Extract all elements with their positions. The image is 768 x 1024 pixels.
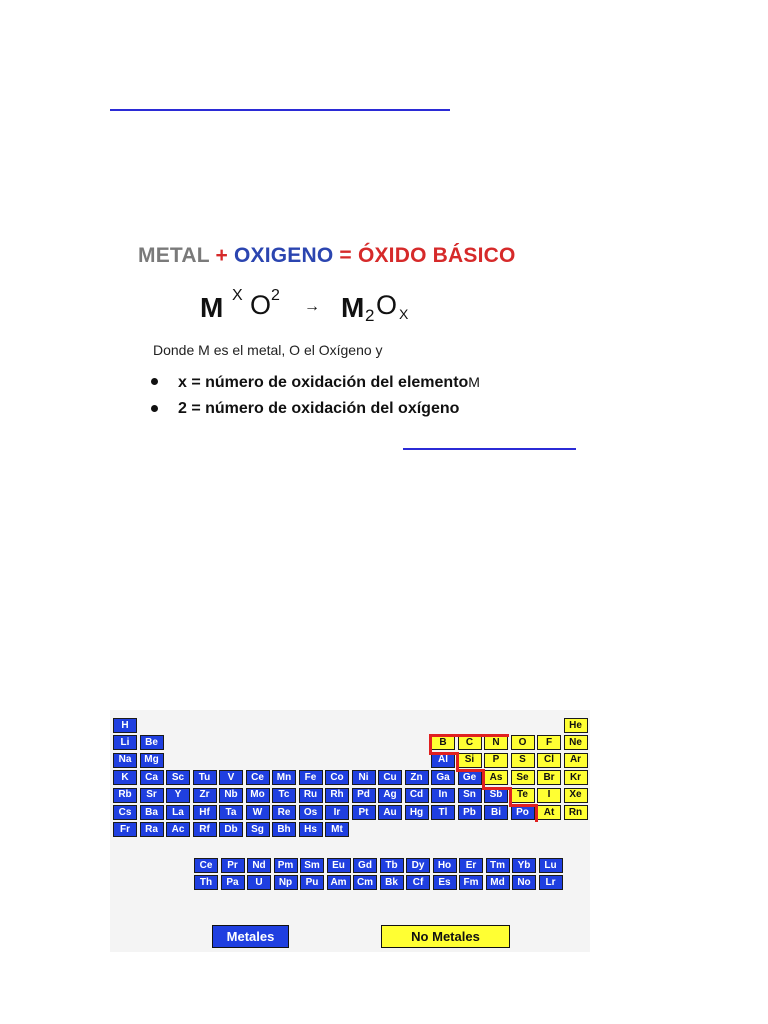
element-cell: Mo — [246, 788, 270, 803]
formula-o2: O — [376, 290, 398, 320]
element-cell: Mg — [140, 753, 164, 768]
element-cell: B — [431, 735, 455, 750]
element-cell: Al — [431, 753, 455, 768]
element-cell: Zr — [193, 788, 217, 803]
element-cell: Ar — [564, 753, 588, 768]
element-cell: At — [537, 805, 561, 820]
element-cell: Co — [325, 770, 349, 785]
element-cell: Er — [459, 858, 483, 873]
metal-nonmetal-divider — [482, 787, 510, 790]
legend-nonmetals: No Metales — [381, 925, 510, 948]
element-cell: F — [537, 735, 561, 750]
element-cell: V — [219, 770, 243, 785]
formula-2-superscript: 2 — [271, 287, 280, 304]
element-cell: Ra — [140, 822, 164, 837]
element-cell: Na — [113, 753, 137, 768]
metal-nonmetal-divider — [429, 752, 457, 755]
element-cell: Rf — [193, 822, 217, 837]
element-cell: H — [113, 718, 137, 733]
element-cell: Sr — [140, 788, 164, 803]
element-cell: Be — [140, 735, 164, 750]
element-cell: Nb — [219, 788, 243, 803]
element-cell: Kr — [564, 770, 588, 785]
element-cell: Tm — [486, 858, 510, 873]
chemical-formula — [200, 284, 500, 328]
element-cell: Mt — [325, 822, 349, 837]
definition-text: x = número de oxidación del elemento — [178, 374, 469, 391]
element-cell: Lr — [539, 875, 563, 890]
element-cell: Rh — [325, 788, 349, 803]
oxide-heading — [138, 244, 516, 268]
list-item — [150, 399, 480, 426]
element-cell: In — [431, 788, 455, 803]
element-cell: P — [484, 753, 508, 768]
metal-nonmetal-divider — [509, 804, 537, 807]
element-cell: Pm — [274, 858, 298, 873]
element-cell: Hs — [299, 822, 323, 837]
definition-list — [150, 372, 480, 426]
element-cell: Ru — [299, 788, 323, 803]
element-cell: Bi — [484, 805, 508, 820]
element-cell: Cm — [353, 875, 377, 890]
element-cell: Ac — [166, 822, 190, 837]
element-cell: Sg — [246, 822, 270, 837]
element-cell: Pd — [352, 788, 376, 803]
element-cell: Ge — [458, 770, 482, 785]
element-cell: I — [537, 788, 561, 803]
element-cell: Fe — [299, 770, 323, 785]
element-cell: Eu — [327, 858, 351, 873]
element-cell: Pa — [221, 875, 245, 890]
element-cell: Rn — [564, 805, 588, 820]
element-cell: Sb — [484, 788, 508, 803]
element-cell: Th — [194, 875, 218, 890]
element-cell: Ni — [352, 770, 376, 785]
element-cell: Nd — [247, 858, 271, 873]
element-cell: Pt — [352, 805, 376, 820]
element-cell: Ce — [194, 858, 218, 873]
element-cell: Cf — [406, 875, 430, 890]
element-cell: S — [511, 753, 535, 768]
heading-metal: METAL — [138, 244, 210, 267]
element-cell: K — [113, 770, 137, 785]
element-cell: Po — [511, 805, 535, 820]
element-cell: C — [458, 735, 482, 750]
element-cell: Ir — [325, 805, 349, 820]
element-cell: Es — [433, 875, 457, 890]
formula-o1: O — [250, 290, 272, 320]
element-cell: W — [246, 805, 270, 820]
formula-m1: M — [200, 292, 224, 323]
element-cell: Cs — [113, 805, 137, 820]
element-cell: Md — [486, 875, 510, 890]
element-cell: Lu — [539, 858, 563, 873]
formula-description: Donde M es el metal, O el Oxígeno y — [153, 342, 383, 358]
heading-oxigeno: OXIGENO — [233, 244, 334, 267]
element-cell: Ga — [431, 770, 455, 785]
bullet-icon — [151, 405, 158, 412]
link-underline-middle[interactable] — [403, 448, 576, 450]
element-cell: Bk — [380, 875, 404, 890]
element-cell: Br — [537, 770, 561, 785]
element-cell: La — [166, 805, 190, 820]
link-underline-top[interactable] — [110, 109, 450, 111]
element-cell: Yb — [512, 858, 536, 873]
element-cell: Rb — [113, 788, 137, 803]
element-cell: U — [247, 875, 271, 890]
metal-nonmetal-divider — [429, 734, 509, 737]
element-cell: Sc — [166, 770, 190, 785]
element-cell: Re — [272, 805, 296, 820]
element-cell: Fr — [113, 822, 137, 837]
element-cell: Gd — [353, 858, 377, 873]
element-cell: He — [564, 718, 588, 733]
element-cell: Db — [219, 822, 243, 837]
element-cell: Mn — [272, 770, 296, 785]
metal-nonmetal-divider — [456, 752, 459, 755]
formula-x-superscript: X — [232, 287, 243, 304]
metal-nonmetal-divider — [456, 769, 484, 772]
element-cell: Bh — [272, 822, 296, 837]
element-cell: Np — [274, 875, 298, 890]
element-cell: Cd — [405, 788, 429, 803]
element-cell: Zn — [405, 770, 429, 785]
definition-text: 2 = número de oxidación del oxígeno — [178, 400, 460, 417]
heading-equals: = — [339, 244, 352, 267]
heading-plus: + — [215, 244, 228, 267]
element-cell: Hf — [193, 805, 217, 820]
element-cell: Hg — [405, 805, 429, 820]
element-cell: Tl — [431, 805, 455, 820]
element-cell: Dy — [406, 858, 430, 873]
formula-2-subscript: 2 — [365, 306, 375, 325]
formula-m2: M — [341, 292, 365, 323]
element-cell: Tb — [380, 858, 404, 873]
element-cell: Ag — [378, 788, 402, 803]
element-cell: Se — [511, 770, 535, 785]
element-cell: Tu — [193, 770, 217, 785]
element-cell: N — [484, 735, 508, 750]
element-cell: Tc — [272, 788, 296, 803]
definition-tail: M — [468, 374, 480, 390]
heading-oxido-basico: ÓXIDO BÁSICO — [357, 244, 516, 267]
element-cell: Sm — [300, 858, 324, 873]
list-item — [150, 372, 480, 399]
element-cell: Ho — [433, 858, 457, 873]
element-cell: Y — [166, 788, 190, 803]
element-cell: Te — [511, 788, 535, 803]
element-cell: Os — [299, 805, 323, 820]
bullet-icon — [151, 378, 158, 385]
element-cell: Ne — [564, 735, 588, 750]
element-cell: Ba — [140, 805, 164, 820]
element-cell: Si — [458, 753, 482, 768]
element-cell: Am — [327, 875, 351, 890]
element-cell: Xe — [564, 788, 588, 803]
formula-x-subscript: X — [399, 306, 409, 322]
element-cell: Ce — [246, 770, 270, 785]
element-cell: Cl — [537, 753, 561, 768]
element-cell: Pu — [300, 875, 324, 890]
element-cell: As — [484, 770, 508, 785]
element-cell: Sn — [458, 788, 482, 803]
element-cell: Ta — [219, 805, 243, 820]
element-cell: Pr — [221, 858, 245, 873]
element-cell: No — [512, 875, 536, 890]
element-cell: Cu — [378, 770, 402, 785]
legend-metals: Metales — [212, 925, 289, 948]
element-cell: Fm — [459, 875, 483, 890]
element-cell: Au — [378, 805, 402, 820]
element-cell: Ca — [140, 770, 164, 785]
arrow-icon: → — [304, 298, 320, 315]
element-cell: Li — [113, 735, 137, 750]
element-cell: Pb — [458, 805, 482, 820]
element-cell: O — [511, 735, 535, 750]
periodic-table-image — [110, 710, 590, 952]
